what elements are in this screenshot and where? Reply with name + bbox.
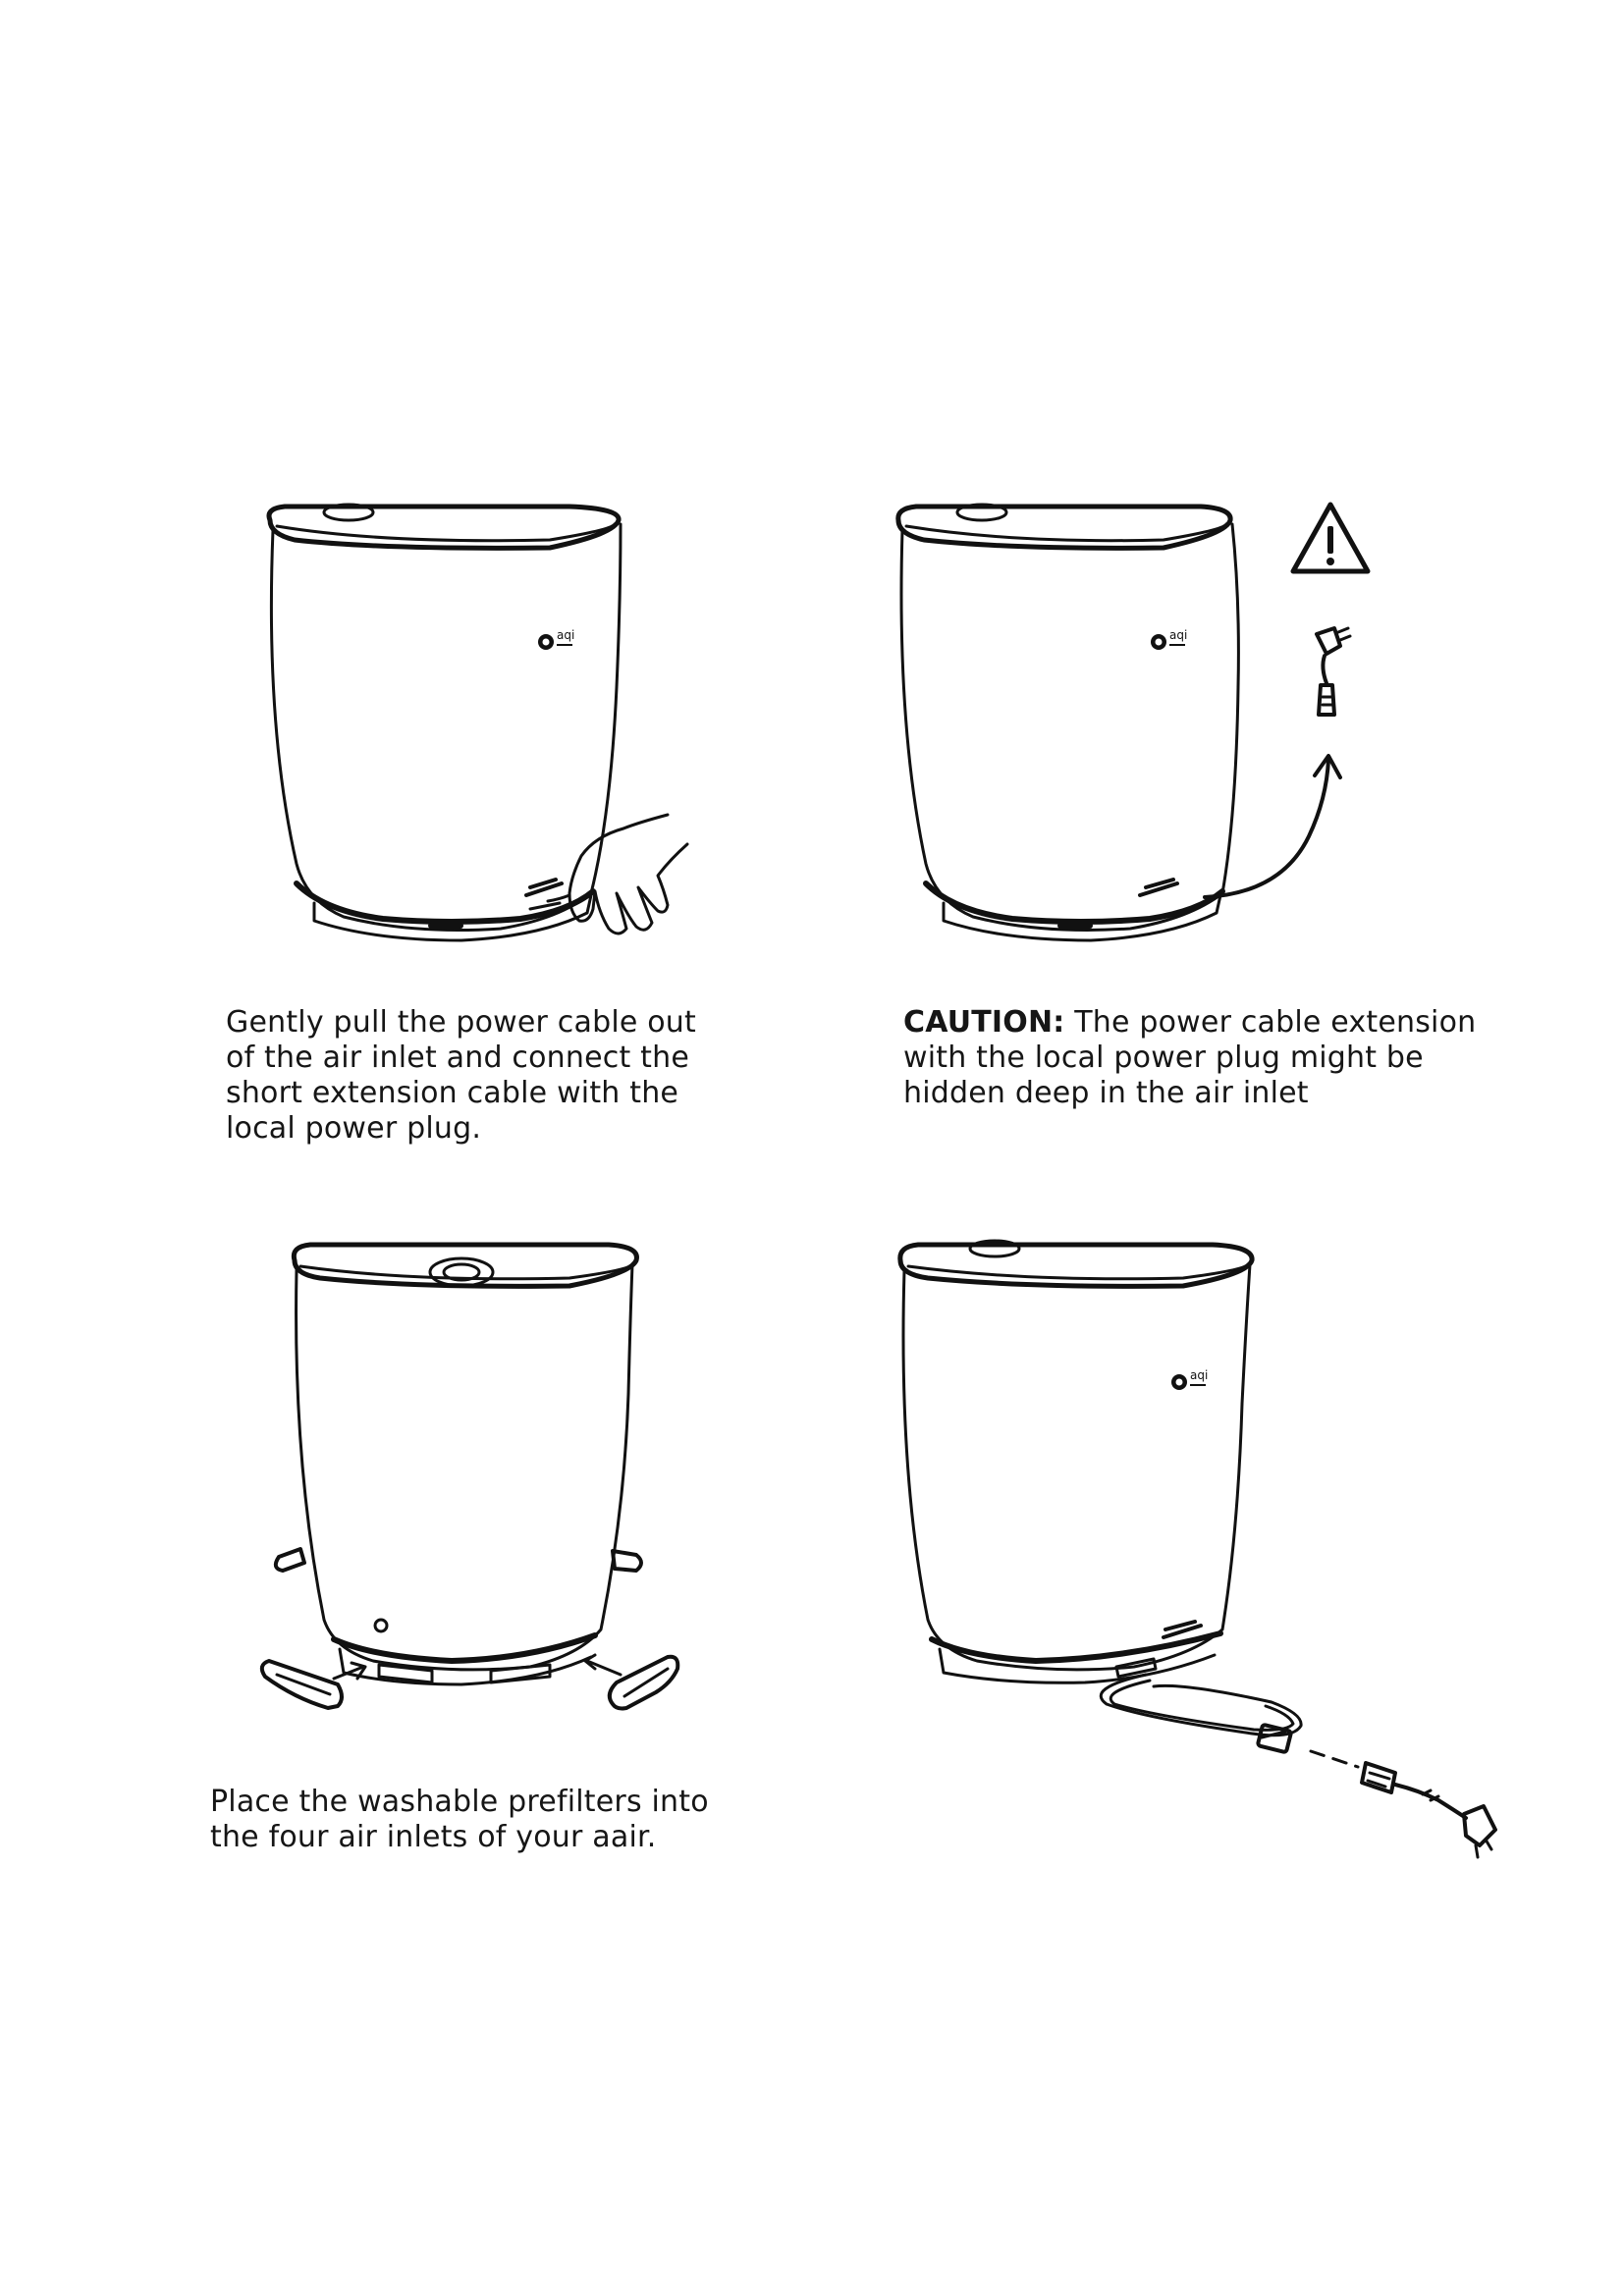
- caption-line: local power plug.: [226, 1111, 482, 1146]
- power-cable-icon: [1101, 1675, 1495, 1857]
- caption-line: of the air inlet and connect the: [226, 1041, 689, 1075]
- illustration-caution: [889, 491, 1399, 972]
- caption-line: short extension cable with the: [226, 1076, 679, 1110]
- illustration-connect-plug: [889, 1217, 1537, 1885]
- caption-pull-cable: [226, 1005, 696, 1147]
- illustration-prefilters: [236, 1217, 707, 1728]
- caption-line: Gently pull the power cable out: [226, 1005, 696, 1040]
- caption-text: The power cable extension: [1064, 1005, 1477, 1040]
- caption-caution: [903, 1005, 1476, 1111]
- power-plug-icon: [1317, 628, 1350, 715]
- svg-text:aqi: aqi: [1190, 1368, 1209, 1382]
- caution-label: CAUTION:: [903, 1005, 1065, 1040]
- svg-text:aqi: aqi: [557, 628, 575, 642]
- aqi-logo: [1171, 1368, 1208, 1390]
- air-purifier-unit: [900, 1241, 1252, 1682]
- aqi-logo: [1151, 628, 1187, 650]
- caption-prefilters: [210, 1785, 709, 1855]
- air-purifier-unit: [898, 505, 1239, 940]
- air-purifier-unit: [269, 505, 621, 940]
- caption-line: Place the washable prefilters into: [210, 1785, 709, 1819]
- caption-line: [903, 1005, 1476, 1041]
- aqi-logo: [538, 628, 574, 650]
- illustration-pull-cable: [226, 491, 697, 972]
- warning-triangle-icon: [1293, 505, 1368, 571]
- svg-text:aqi: aqi: [1169, 628, 1188, 642]
- caption-line: hidden deep in the air inlet: [903, 1076, 1309, 1110]
- air-purifier-unit: [294, 1245, 636, 1684]
- caption-line: with the local power plug might be: [903, 1041, 1424, 1075]
- caption-line: the four air inlets of your aair.: [210, 1820, 657, 1854]
